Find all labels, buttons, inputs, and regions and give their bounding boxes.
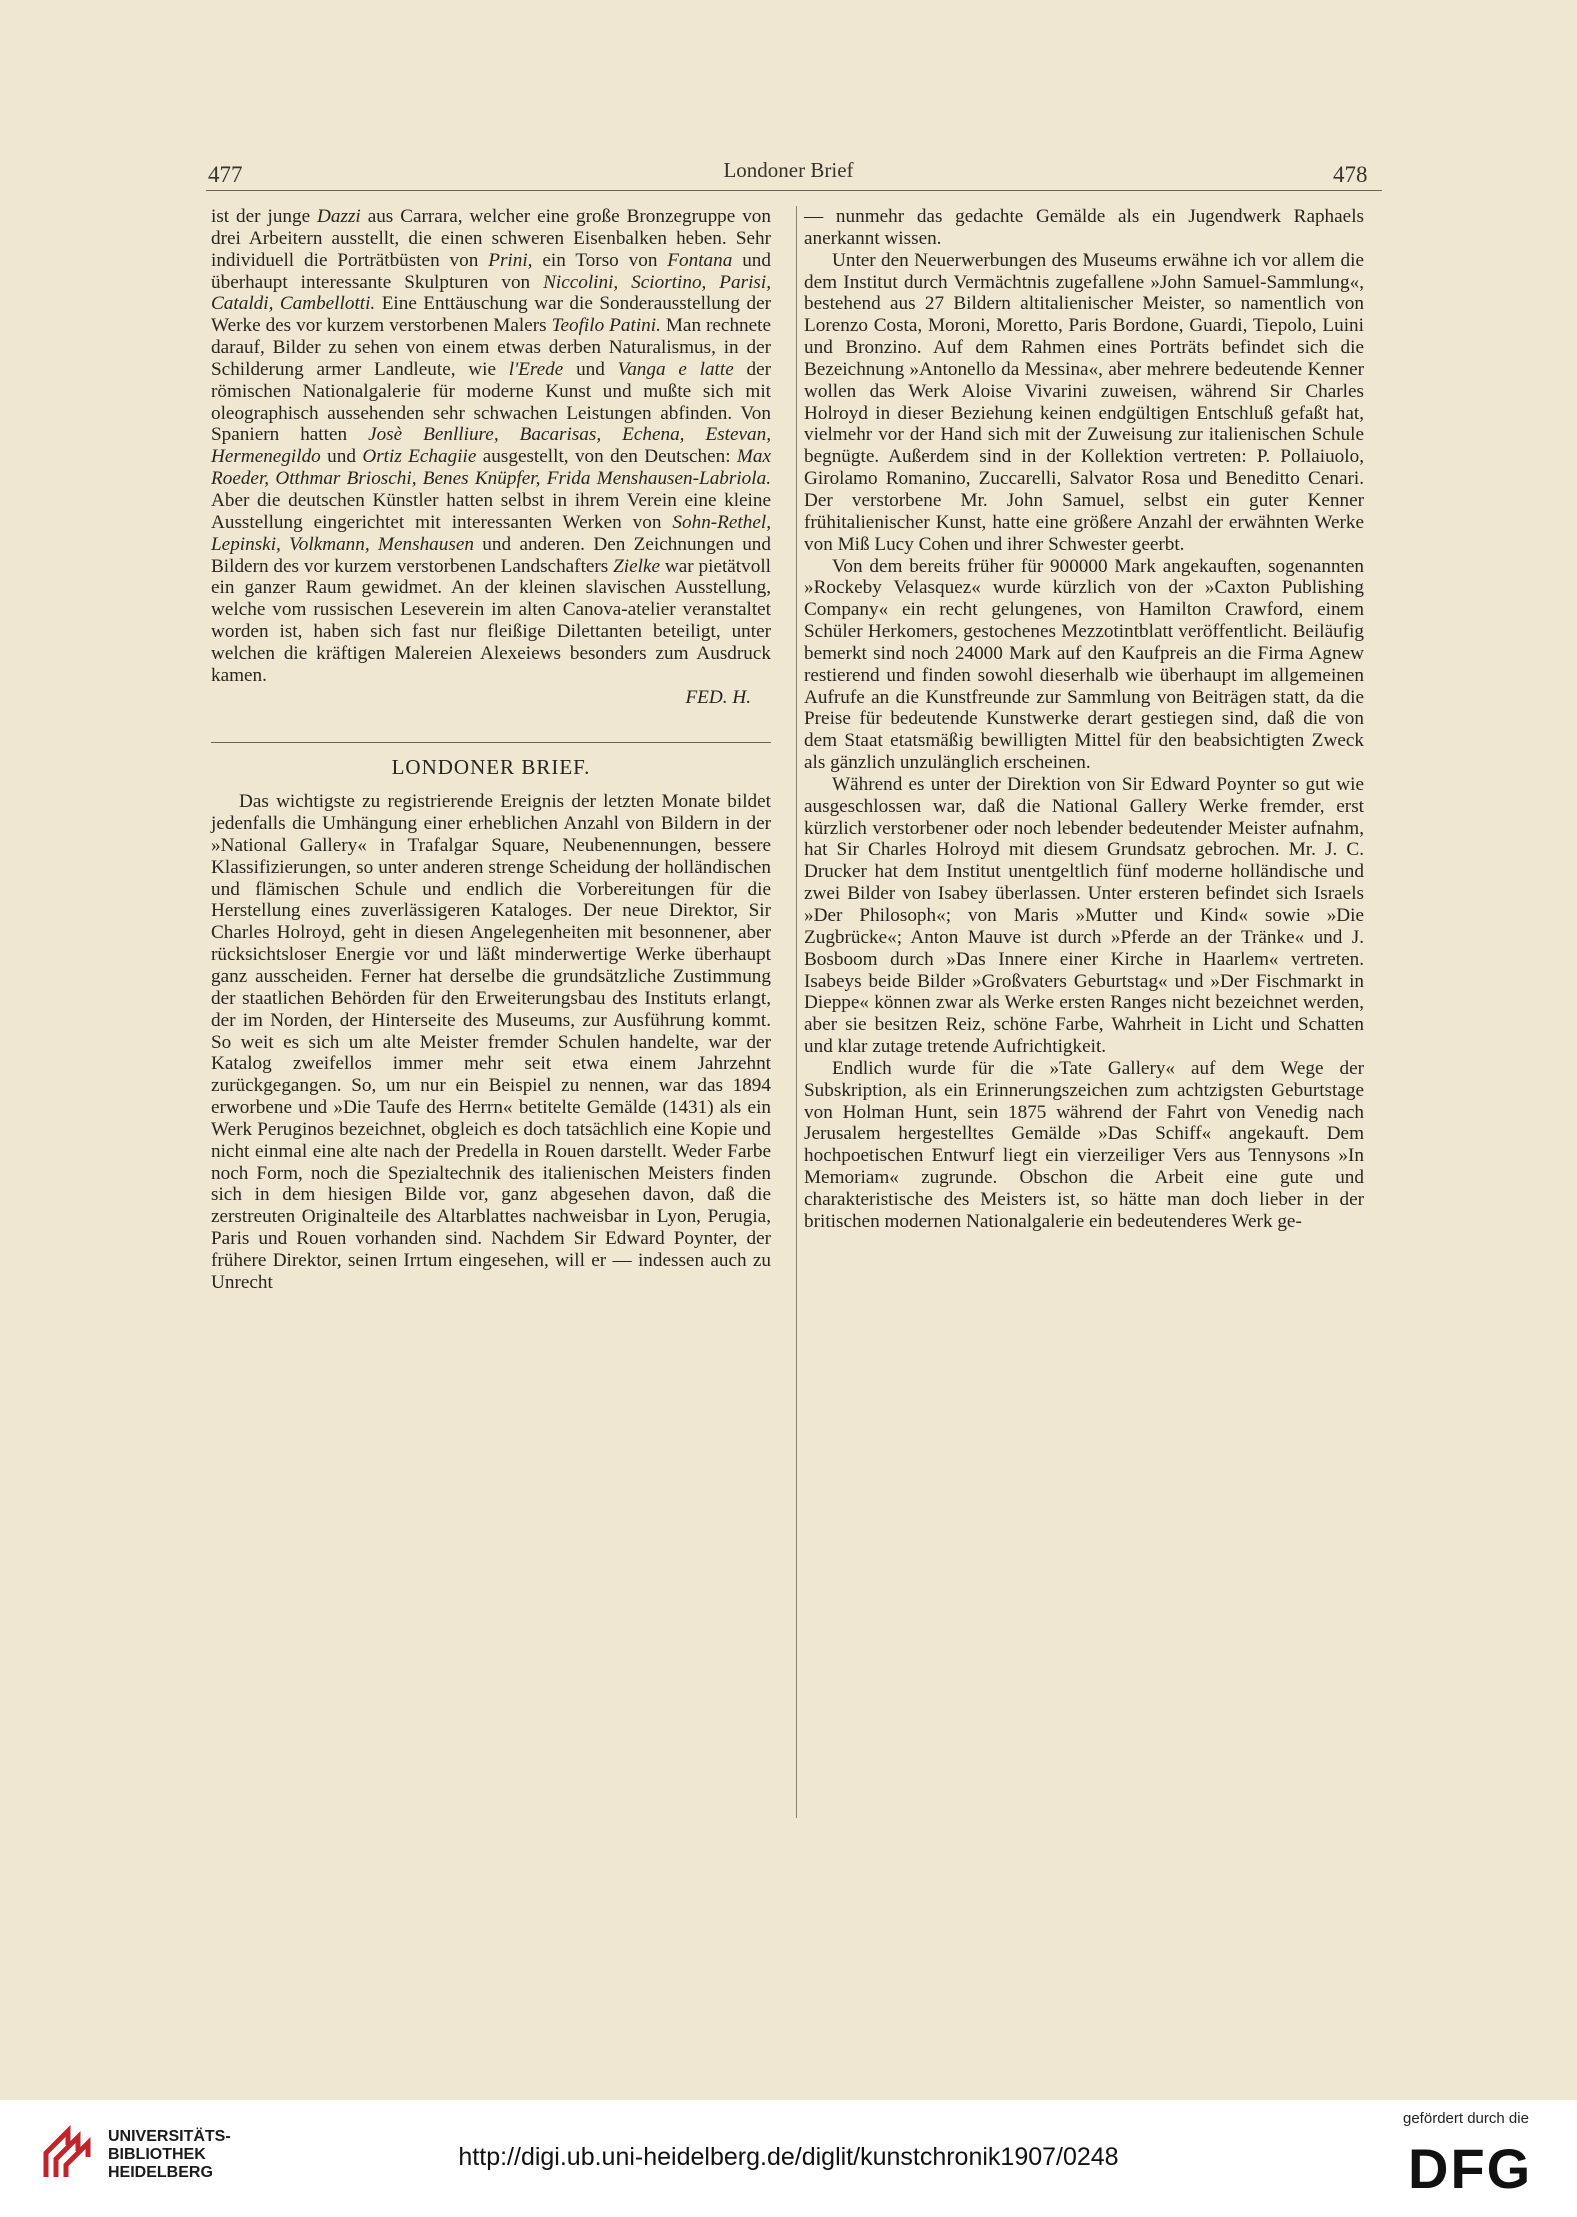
library-line-3: HEIDELBERG <box>108 2164 213 2181</box>
page-number-left: 477 <box>208 162 243 187</box>
right-paragraph-2: Unter den Neuerwerbungen des Museums erwähne ich vor allem die dem Institut durch Vermächtnis zugefallene »John Samuel-Sammlung«, bestehend aus 27 Bildern altitalienischer Meister, so namentlich von Lorenzo Costa, Moroni, Moretto, Paris Bordone, Guardi, Tiepolo, Luini und Bronzino. Auf dem Rahmen eines Porträts befindet sich die Bezeichnung »Antonello da Messina«, aber mehrere bedeutende Kenner wollen das Werk Aloise Vivarini zuweisen, während Sir Charles Holroyd in dieser Beziehung keinen endgültigen Entschluß gefaßt hat, vielmehr vor der Hand sich mit der Zuweisung zur italienischen Schule begnügte. Außerdem sind in der Kollektion vertreten: P. Pollaiuolo, Girolamo Romanino, Zuccarelli, Salvator Rosa und Beneditto Cenari. Der verstorbene Mr. John Samuel, selbst ein guter Kenner frühitalienischer Kunst, hatte eine größere Anzahl der erwähnten Werke von Miß Lucy Cohen und ihrer Schwester geerbt. <box>804 249 1364 555</box>
source-url-link[interactable]: http://digi.ub.uni-heidelberg.de/diglit/kunstchronik1907/0248 <box>458 2143 1119 2171</box>
header-rule <box>206 190 1382 191</box>
column-divider <box>796 206 797 1818</box>
right-column <box>804 206 1364 1233</box>
section-title: LONDONER BRIEF. <box>391 755 591 780</box>
signature: FED. H. <box>685 686 751 708</box>
page-number-right: 478 <box>1333 162 1368 187</box>
left-column <box>211 206 771 1294</box>
dfg-logo: DFG <box>1408 2137 1533 2200</box>
left-paragraph-1: ist der junge Dazzi aus Carrara, welcher eine große Bronzegruppe von drei Arbeitern ausstellt, die einen schweren Eisenbalken heben. Sehr individuell die Porträtbüsten von Prini, ein Torso von Fontana und überhaupt interessante Skulpturen von Niccolini, Sciortino, Parisi, Cataldi, Cambellotti. Eine Enttäuschung war die Sonderausstellung der Werke des vor kurzem verstorbenen Malers Teofilo Patini. Man rechnete darauf, Bilder zu sehen von einem etwas derben Naturalismus, in der Schilderung armer Landleute, wie l'Erede und Vanga e latte der römischen Nationalgalerie für moderne Kunst und mußte sich mit oleographisch aussehenden sehr schwachen Leistungen abfinden. Von Spaniern hatten Josè Benlliure, Bacarisas, Echena, Estevan, Hermenegildo und Ortiz Echagiie ausgestellt, von den Deutschen: Max Roeder, Otthmar Brioschi, Benes Knüpfer, Frida Menshausen-Labriola. Aber die deutschen Künstler hatten selbst in ihrem Verein eine kleine Ausstellung eingerichtet mit interessanten Werken von Sohn-Rethel, Lepinski, Volkmann, Menshausen und anderen. Den Zeichnungen und Bildern des vor kurzem verstorbenen Landschafters Zielke war pietätvoll ein ganzer Raum gewidmet. An der kleinen slavischen Ausstellung, welche vom russischen Leseverein im alten Canova-atelier veranstaltet worden ist, haben sich fast nur fleißige Dilettanten beteiligt, unter welchen die kräftigen Malereien Alexeiews besonders zum Ausdruck kamen. <box>211 206 772 686</box>
left-paragraph-2: Das wichtigste zu registrierende Ereignis der letzten Monate bildet jedenfalls die Umhängung einer erheblichen Anzahl von Bildern in der »National Gallery« in Trafalgar Square, Neubenennungen, bessere Klassifizierungen, so unter anderen strenge Scheidung der holländischen und flämischen Schule und endlich die Vorbereitungen für die Herstellung eines zuverlässigeren Kataloges. Der neue Direktor, Sir Charles Holroyd, geht in diesen Angelegenheiten mit besonnener, aber rücksichtsloser Energie vor und läßt minderwertige Werke überhaupt ganz ausscheiden. Ferner hat derselbe die grundsätzliche Zustimmung der staatlichen Behörden für den Erweiterungsbau des Instituts erlangt, der im Norden, der Hinterseite des Museums, zur Ausführung kommt. So weit es sich um alte Meister fremder Schulen handelte, war der Katalog zweifellos immer mehr seit etwa einem Jahrzehnt zurückgegangen. So, um nur ein Beispiel zu nennen, war das 1894 erworbene und »Die Taufe des Herrn« betitelte Gemälde (1431) als ein Werk Peruginos bezeichnet, obgleich es doch tatsächlich eine Kopie und nicht einmal eine alte nach der Predella in Rouen darstellt. Weder Farbe noch Form, noch die Spezialtechnik des italienischen Meisters finden sich in dem hiesigen Bilde vor, ganz abgesehen davon, daß die zerstreuten Originalteile des Altarblattes nachweisbar in Lyon, Perugia, Paris und Rouen vorhanden sind. Nachdem Sir Edward Poynter, der frühere Direktor, seinen Irrtum eingesehen, will er — indessen auch zu Unrecht <box>211 791 771 1293</box>
right-paragraph-4: Während es unter der Direktion von Sir Edward Poynter so gut wie ausgeschlossen war, daß die National Gallery Werke fremder, erst kürzlich verstorbener oder noch lebender bedeutender Meister aufnahm, hat Sir Charles Holroyd mit diesem Grundsatz gebrochen. Mr. J. C. Drucker hat dem Institut unentgeltlich fünf moderne holländische und zwei Bilder von Isabey überlassen. Unter ersteren befindet sich Israels »Der Philosoph«; von Maris »Mutter und Kind« sowie »Die Zugbrücke«; Anton Mauve ist durch »Pferde an der Tränke« und J. Bosboom durch »Das Innere einer Kirche in Haarlem« vertreten. Isabeys beide Bilder »Großvaters Geburtstag« und »Der Fischmarkt in Dieppe« können zwar als Werke ersten Ranges nicht bezeichnet werden, aber sie besitzen Reiz, schöne Farbe, Wahrheit in Licht und Schatten und klar zutage tretende Aufrichtigkeit. <box>804 773 1364 1058</box>
right-paragraph-1: — nunmehr das gedachte Gemälde als ein Jugendwerk Raphaels anerkannt wissen. <box>804 206 1364 249</box>
funded-by-label: gefördert durch die <box>1403 2110 1529 2127</box>
section-rule <box>211 742 771 743</box>
running-title: Londoner Brief <box>723 158 854 182</box>
right-paragraph-3: Von dem bereits früher für 900000 Mark angekauften, sogenannten »Rockeby Velasquez« wurde kürzlich von der »Caxton Publishing Company« ein recht gelungenes, von Hamilton Crawford, einem Schüler Herkomers, gestochenes Mezzotintblatt veröffentlicht. Beiläufig bemerkt sind noch 24000 Mark auf den Kaufpreis an die Firma Agnew restierend und finden sowohl dieserhalb wie überhaupt im allgemeinen Aufrufe an die Kunstfreunde zur Sammlung von Beiträgen statt, da die Preise für bedeutende Kunstwerke derart gestiegen sind, daß die von dem Staat etatsmäßig bewilligten Mittel für den beabsichtigten Zweck als gänzlich unzulänglich erscheinen. <box>804 555 1364 774</box>
library-line-2: BIBLIOTHEK <box>108 2146 206 2163</box>
library-line-1: UNIVERSITÄTS- <box>108 2128 231 2145</box>
right-paragraph-5: Endlich wurde für die »Tate Gallery« auf dem Wege der Subskription, als ein Erinnerungszeichen zum achtzigsten Geburtstage von Holman Hunt, sein 1875 während der Fahrt von Venedig nach Jerusalem hergestelltes Gemälde »Das Schiff« angekauft. Dem hochpoetischen Entwurf liegt ein vierzeiliger Vers aus Tennysons »In Memoriam« zugrunde. Obschon die Arbeit eine gute und charakteristische des Meisters ist, so hätte man doch lieber in der britischen modernen Nationalgalerie ein bedeutenderes Werk ge- <box>804 1057 1364 1232</box>
